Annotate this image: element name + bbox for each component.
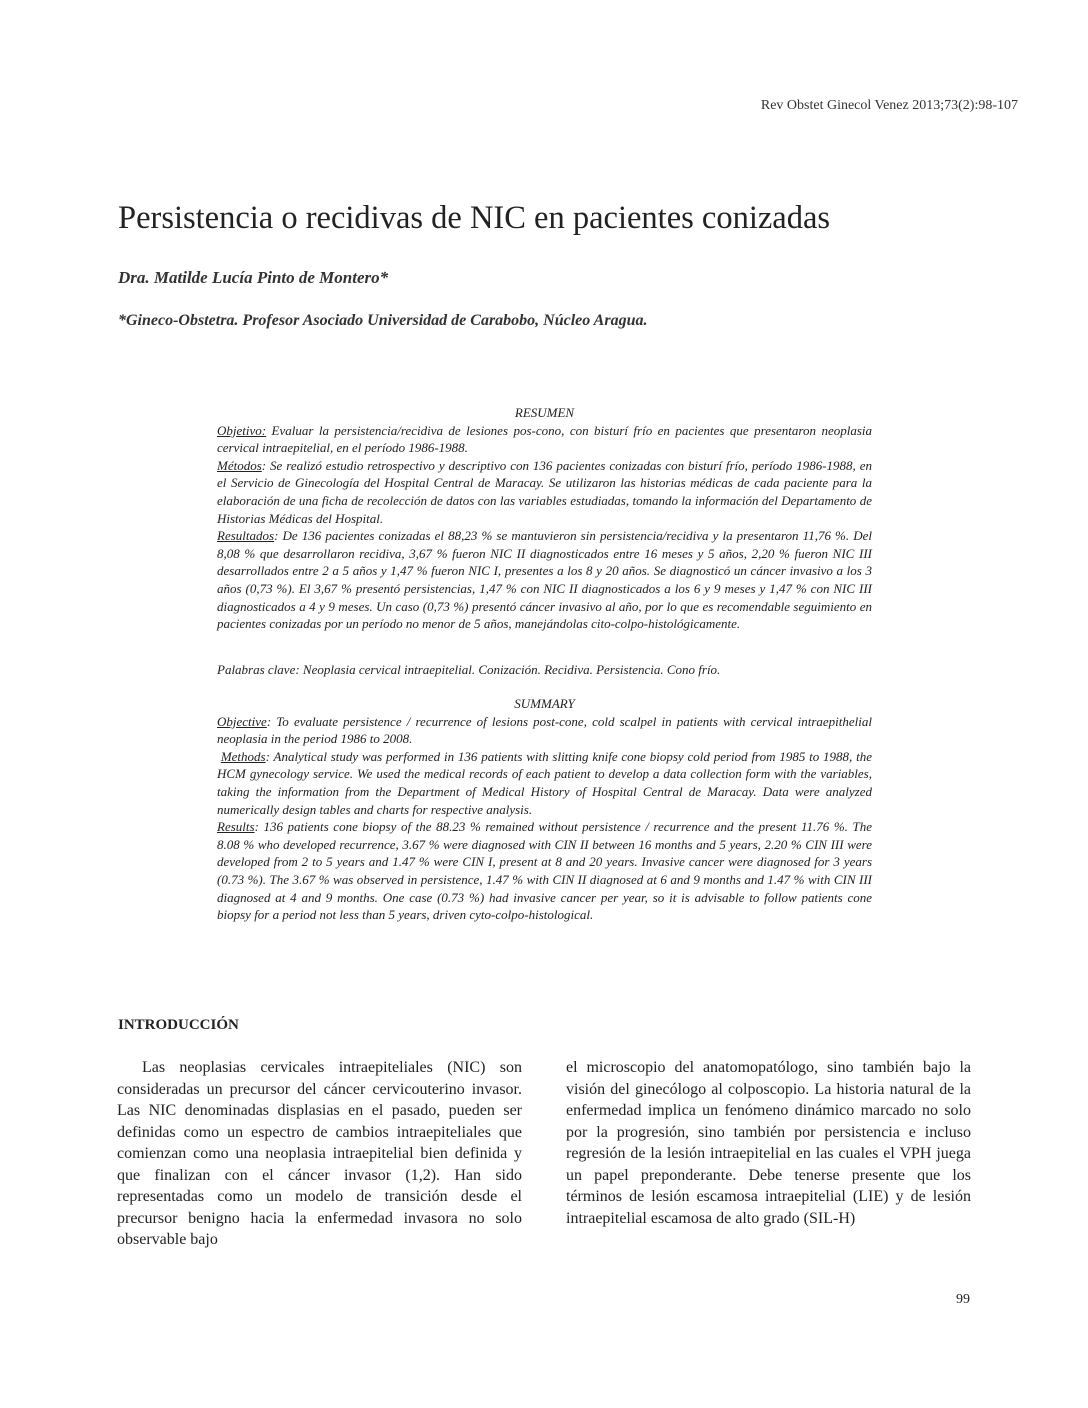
resumen-heading: RESUMEN [514,405,575,420]
objetivo-text: Evaluar la persistencia/recidiva de lesiones pos-cono, con bisturí frío en pacientes que presentaron neoplasia cervical intraepitelial, en el período 1986-1988. [217,422,872,456]
introduction-heading: INTRODUCCIÓN [118,1017,239,1033]
resumen-metodos [217,457,872,527]
metodos-label: Métodos [217,457,262,473]
author-name: Dra. Matilde Lucía Pinto de Montero* [118,268,389,287]
methods-label: Methods [220,748,266,764]
metodos-text: : Se realizó estudio retrospectivo y descriptivo con 136 pacientes conizadas con bisturí frío, período 1986-1988, en el Servicio de Ginecología del Hospital Central de Maracay. Se utilizaron las historias médicas de cada paciente para la elaboración de una ficha de recolección de datos con las variables estudiadas, tomando la información del Departamento de Historias Médicas del Hospital. [217,457,872,526]
article-title: Persistencia o recidivas de NIC en pacientes conizadas [118,200,831,236]
intro-paragraph-2: el microscopio del anatomopatólogo, sino también bajo la visión del ginecólogo al colposcopio. La historia natural de la enfermedad implica un fenómeno dinámico marcado no solo por la progresión, sino también por persistencia e incluso regresión de la lesión intraepitelial en las cuales el VPH juega un papel preponderante. Debe tenerse presente que los términos de lesión escamosa intraepitelial (LIE) y de lesión intraepitelial escamosa de alto grado (SIL-H) [566,1059,971,1227]
resultados-text: : De 136 pacientes conizadas el 88,23 % se mantuvieron sin persistencia/recidiva y la presentaron 11,76 %. Del 8,08 % que desarrollaron recidiva, 3,67 % fueron NIC II diagnosticados entre 16 meses y 5 años, 2,20 % fueron NIC III desarrollados entre 2 a 5 años y 1,47 % fueron NIC I, presentes a los 8 y 20 años. Se diagnosticó un cáncer invasivo a los 3 años (0,73 %). El 3,67 % presentó persistencias, 1,47 % con NIC II diagnosticados a los 6 y 9 meses y 1,47 % con NIC III diagnosticados a 4 y 9 meses. Un caso (0,73 %) presentó cáncer invasivo al año, por lo que es recomendable seguimiento en pacientes conizadas por un período no menor de 5 años, manejándolas cito-colpo-histológicamente. [217,528,872,632]
summary-section [217,695,872,924]
introduction-column-left [117,1057,522,1251]
page-number: 99 [956,1292,970,1307]
methods-text: : Analytical study was performed in 136 patients with slitting knife cone biopsy cold period from 1985 to 1988, the HCM gynecology service. We used the medical records of each patient to develop a data collection form with the variables, taking the information from the Department of Medical History of Hospital Central de Maracay. Data were analyzed numerically design tables and charts for respective analysis. [217,748,873,817]
journal-reference: Rev Obstet Ginecol Venez 2013;73(2):98-107 [760,98,1018,113]
objetivo-label: Objetivo: [217,422,267,438]
objective-text: : To evaluate persistence / recurrence of lesions post-cone, cold scalpel in patients with cervical intraepithelial neoplasia in the period 1986 to 2008. [217,713,872,747]
author-affiliation: *Gineco-Obstetra. Profesor Asociado Universidad de Carabobo, Núcleo Aragua. [118,312,648,329]
objective-label: Objective [217,713,267,729]
results-text: : 136 patients cone biopsy of the 88.23 % remained without persistence / recurrence and the present 11.76 %. The 8.08 % who developed recurrence, 3.67 % were diagnosed with CIN II between 16 months and 5 years, 2.20 % CIN III were developed from 2 to 5 years and 1.47 % were CIN I, present at 8 and 20 years. Invasive cancer were diagnosed for 3 years (0.73 %). The 3.67 % was observed in persistence, 1.47 % with CIN II diagnosed at 6 and 9 months and 1.47 % with CIN III diagnosed at 4 and 9 months. One case (0.73 %) had invasive cancer per year, so it is advisable to follow patients cone biopsy for a period not less than 5 years, driven cyto-colpo-histological. [217,819,872,923]
resultados-label: Resultados [217,528,275,544]
intro-paragraph-1: Las neoplasias cervicales intraepiteliales (NIC) son consideradas un precursor del cáncer cervicouterino invasor. Las NIC denominadas displasias en el pasado, pueden ser definidas como un espectro de cambios intraepiteliales que comienzan como una neoplasia intraepitelial bien definida y que finalizan con el cáncer invasor (1,2). Han sido representadas como un modelo de transición desde el precursor benigno hacia la enfermedad invasora no solo observable bajo [117,1059,522,1248]
keywords: Palabras clave: Neoplasia cervical intraepitelial. Conización. Recidiva. Persistencia. Cono frío. [217,662,721,677]
summary-objective [217,713,872,748]
summary-results [217,818,872,924]
resumen-resultados [217,527,872,633]
resumen-section [217,404,872,633]
resumen-objetivo [217,422,872,457]
summary-methods [217,748,872,818]
introduction-column-right [566,1057,971,1229]
results-label: Results [217,819,255,835]
summary-heading: SUMMARY [514,696,575,711]
